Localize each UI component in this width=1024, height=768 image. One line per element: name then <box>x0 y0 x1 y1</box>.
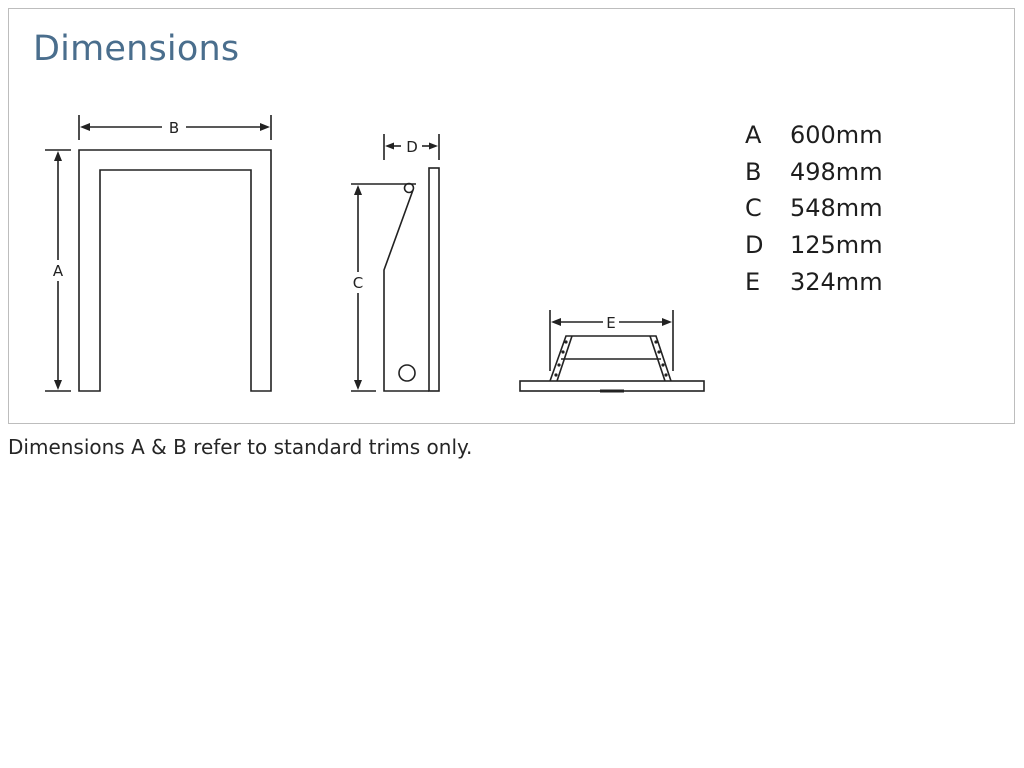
dimension-row <box>745 263 883 300</box>
label-d: D <box>406 138 418 156</box>
dimension-value: 324mm <box>790 267 883 296</box>
dimension-value: 600mm <box>790 121 883 150</box>
dimension-list <box>745 117 883 300</box>
dimension-letter: D <box>745 231 764 260</box>
side-view <box>384 168 439 391</box>
dimension-value: 125mm <box>790 231 883 260</box>
dimension-letter: E <box>745 267 761 296</box>
footnote: Dimensions A & B refer to standard trims only. <box>8 435 473 459</box>
label-c: C <box>352 274 364 292</box>
page-title: Dimensions <box>33 29 240 69</box>
label-a: A <box>52 262 64 280</box>
dimension-value: 498mm <box>790 157 883 186</box>
dimension-row <box>745 190 883 227</box>
front-view <box>79 150 271 391</box>
dimension-letter: A <box>745 121 762 150</box>
dimension-letter: B <box>745 157 762 186</box>
label-b: B <box>168 119 180 137</box>
label-e: E <box>606 314 616 332</box>
dimension-row <box>745 117 883 154</box>
dimension-value: 548mm <box>790 194 883 223</box>
dimension-row <box>745 227 883 264</box>
dimension-letter: C <box>745 194 762 223</box>
dimension-row <box>745 154 883 191</box>
top-view <box>520 336 704 391</box>
